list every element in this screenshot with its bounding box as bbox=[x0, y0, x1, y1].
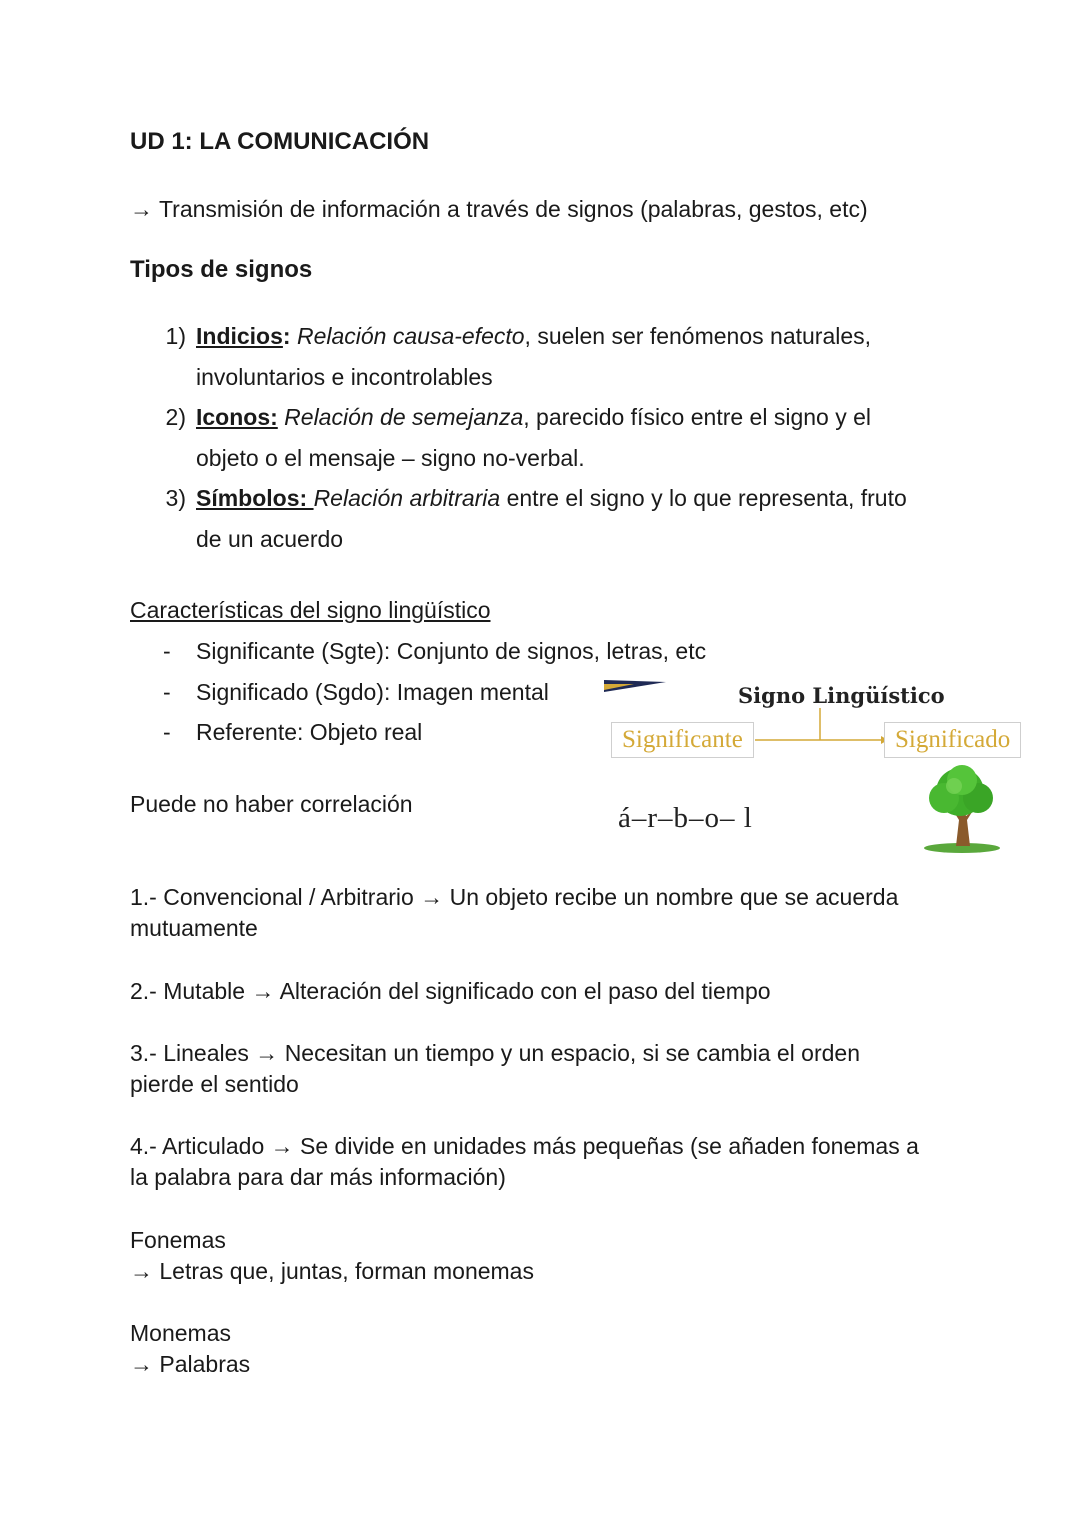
item-text-cont: de un acuerdo bbox=[196, 526, 344, 552]
significado-box: Significado bbox=[884, 722, 1021, 758]
page-title: UD 1: LA COMUNICACIÓN bbox=[130, 128, 430, 155]
list-number: 2) bbox=[165, 404, 186, 430]
property-item: 1.- Convencional / Arbitrario → Un objeto recibe un nombre que se acuerda bbox=[130, 884, 899, 910]
term-colon: : bbox=[282, 323, 291, 349]
term: Indicios bbox=[196, 323, 283, 349]
fonemas-def: → Letras que, juntas, forman monemas bbox=[130, 1258, 534, 1284]
list-number: 1) bbox=[165, 323, 186, 349]
item-text-cont: objeto o el mensaje – signo no-verbal. bbox=[196, 445, 585, 471]
diagram-connector bbox=[755, 708, 890, 748]
word-arbol: á–r–b–o– l bbox=[618, 802, 753, 834]
bullet-text: Referente: Objeto real bbox=[196, 719, 423, 745]
bullet-dash: - bbox=[163, 638, 171, 664]
correlation-note: Puede no haber correlación bbox=[130, 791, 413, 817]
item-text-cont: involuntarios e incontrolables bbox=[196, 364, 493, 390]
bullet-text: Significado (Sgdo): Imagen mental bbox=[196, 679, 549, 705]
caracteristicas-heading: Características del signo lingüístico bbox=[130, 597, 491, 623]
diagram-title: Signo Lingüístico bbox=[738, 683, 945, 708]
fonemas-heading: Fonemas bbox=[130, 1227, 226, 1253]
bullet-dash: - bbox=[163, 679, 171, 705]
property-item: 2.- Mutable → Alteración del significado con el paso del tiempo bbox=[130, 978, 771, 1004]
list-item bbox=[196, 321, 871, 352]
property-item-cont: la palabra para dar más información) bbox=[130, 1164, 506, 1190]
item-text: entre el signo y lo que representa, fruto bbox=[500, 485, 907, 511]
property-item: 4.- Articulado → Se divide en unidades más pequeñas (se añaden fonemas a bbox=[130, 1133, 919, 1159]
bullet-dash: - bbox=[163, 719, 171, 745]
property-item-cont: mutuamente bbox=[130, 915, 258, 941]
tipos-heading: Tipos de signos bbox=[130, 256, 313, 283]
emphasis: Relación arbitraria bbox=[313, 485, 501, 511]
term: Iconos: bbox=[196, 404, 278, 430]
bullet-text: Significante (Sgte): Conjunto de signos, letras, etc bbox=[196, 638, 707, 664]
list-number: 3) bbox=[165, 485, 186, 511]
list-item bbox=[196, 483, 907, 514]
emphasis: Relación causa-efecto bbox=[296, 323, 525, 349]
monemas-def: → Palabras bbox=[130, 1351, 251, 1377]
definition: → Transmisión de información a través de signos (palabras, gestos, etc) bbox=[130, 196, 868, 222]
diagram-corner-mark bbox=[604, 680, 674, 694]
significante-box: Significante bbox=[611, 722, 754, 758]
tree-icon bbox=[918, 762, 1008, 854]
item-text: , parecido físico entre el signo y el bbox=[523, 404, 872, 430]
monemas-heading: Monemas bbox=[130, 1320, 231, 1346]
property-item-cont: pierde el sentido bbox=[130, 1071, 299, 1097]
term: Símbolos: bbox=[196, 485, 314, 511]
item-text: , suelen ser fenómenos naturales, bbox=[524, 323, 872, 349]
property-item: 3.- Lineales → Necesitan un tiempo y un espacio, si se cambia el orden bbox=[130, 1040, 861, 1066]
list-item bbox=[196, 402, 871, 433]
emphasis: Relación de semejanza bbox=[284, 404, 524, 430]
